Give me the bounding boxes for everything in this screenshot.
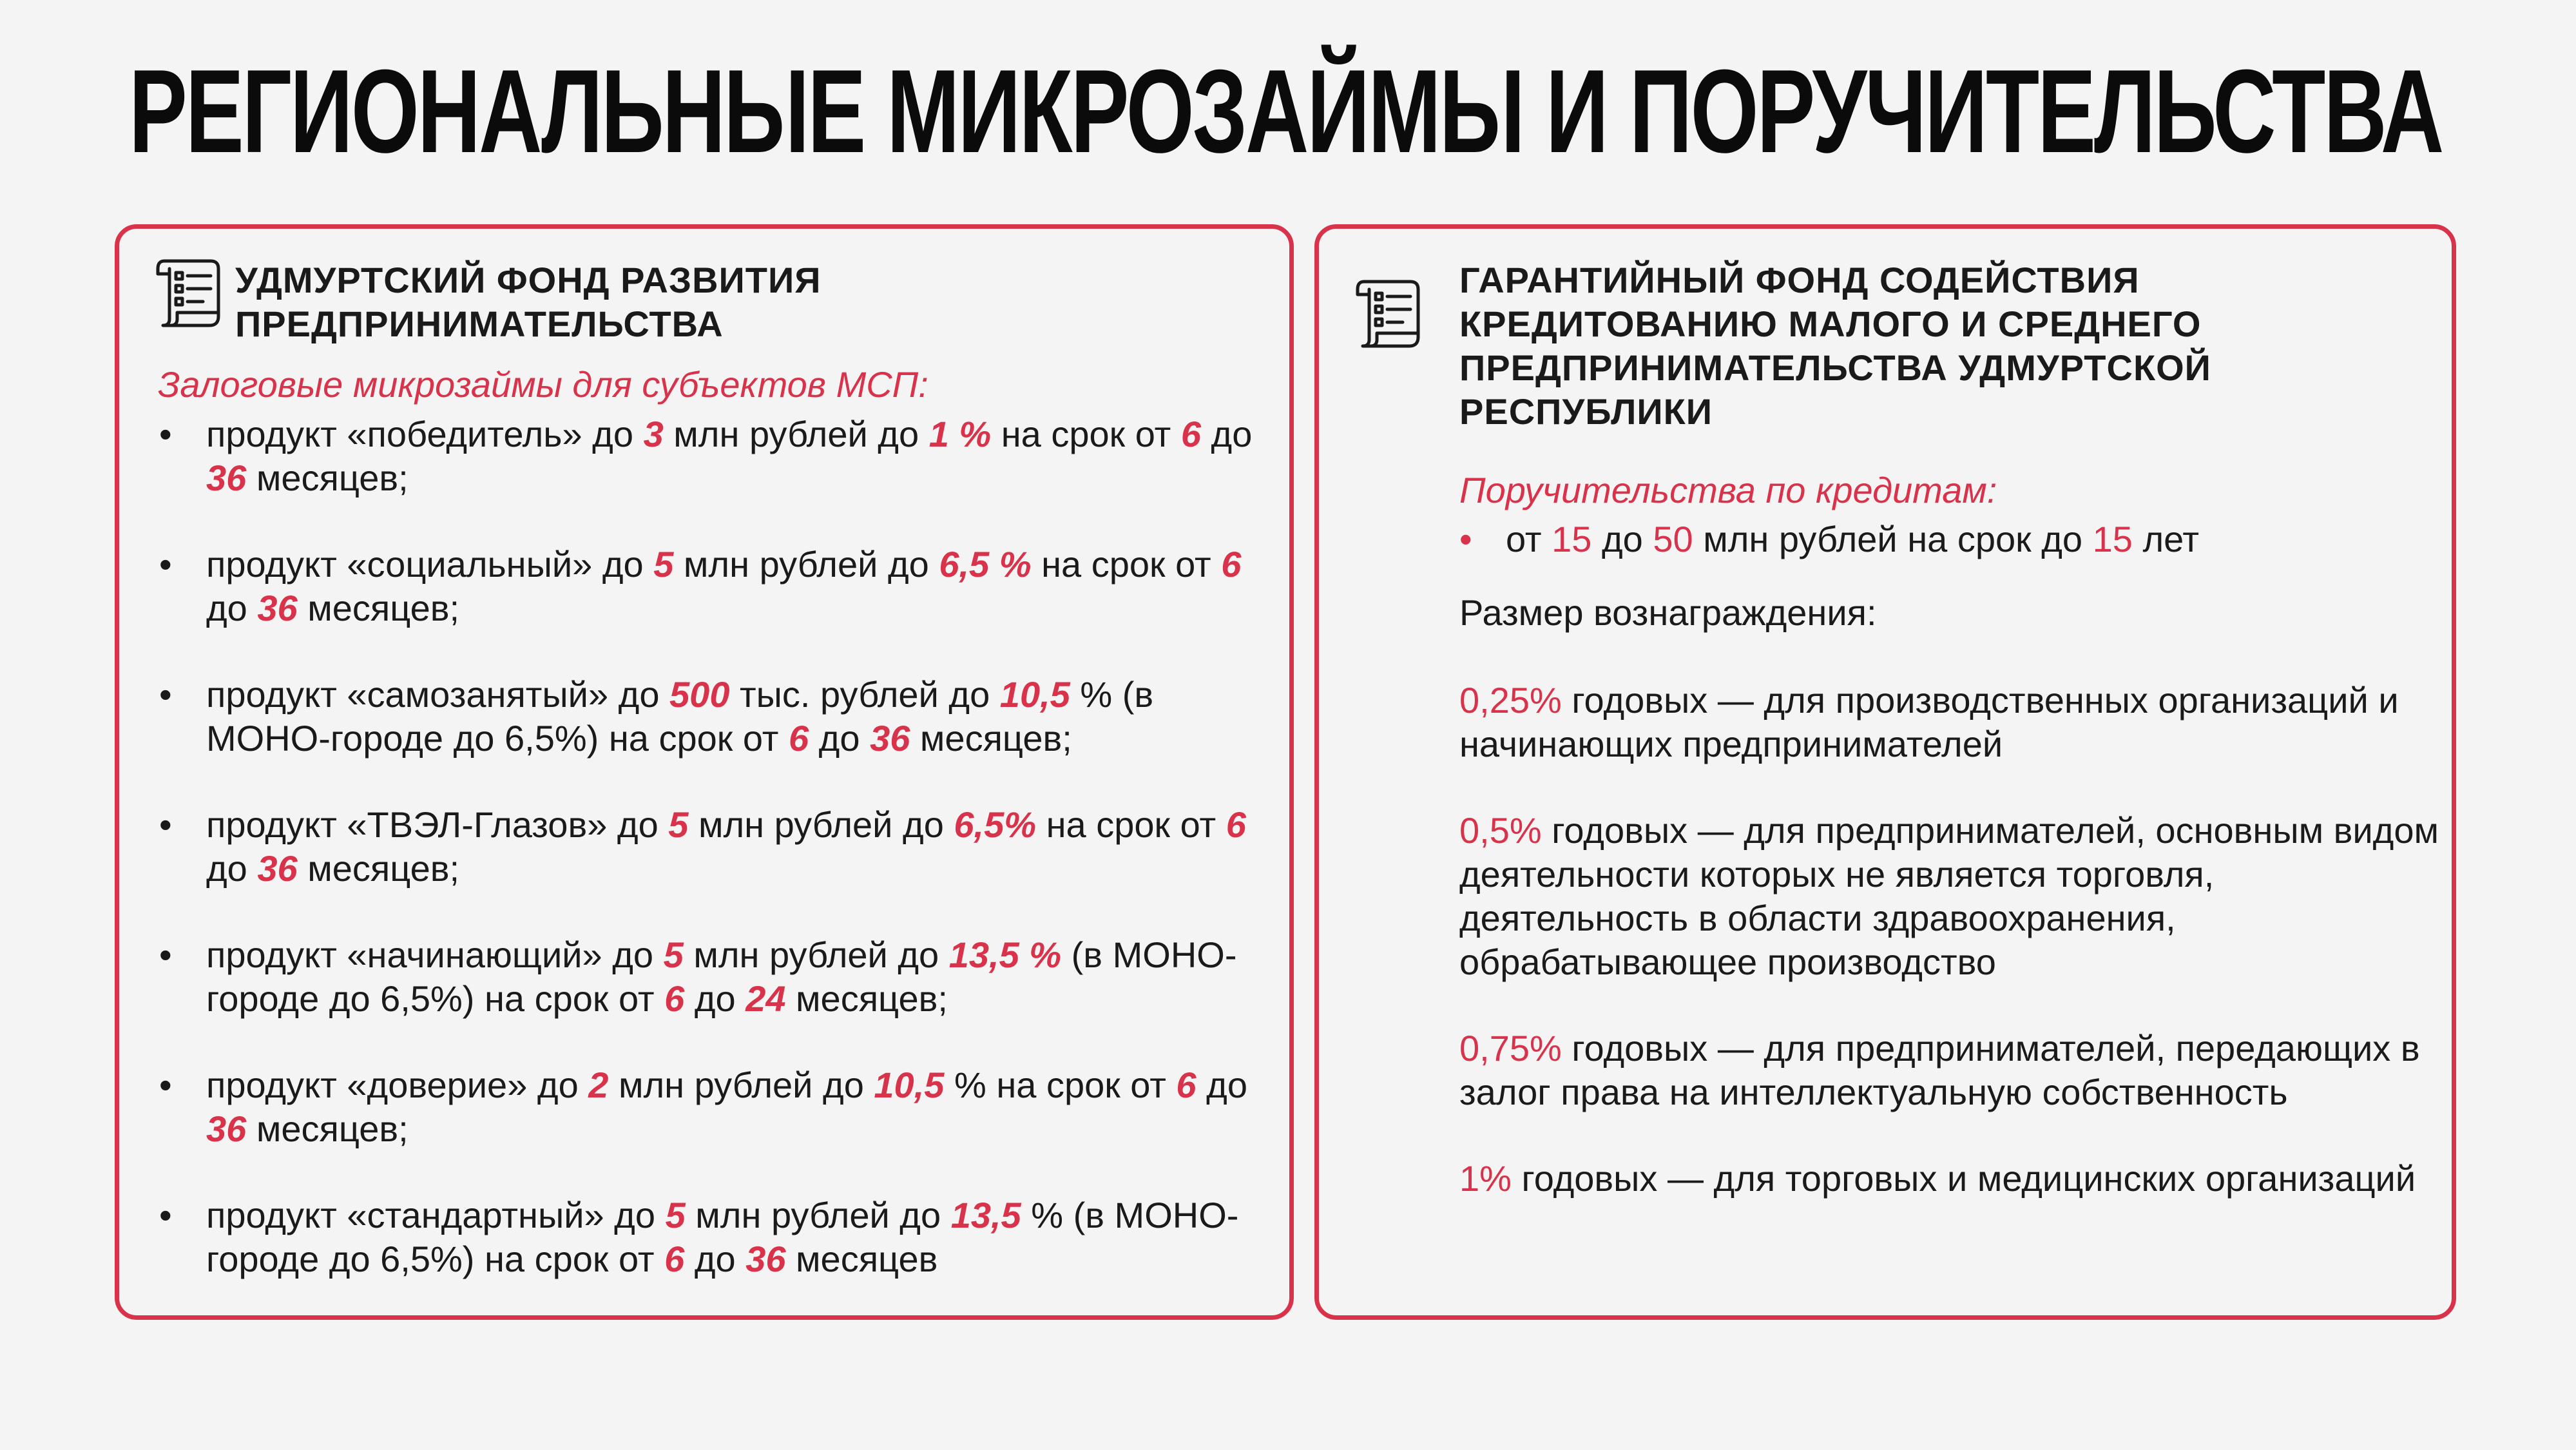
org-name: ГАРАНТИЙНЫЙ ФОНД СОДЕЙСТВИЯ КРЕДИТОВАНИЮ МАЛОГО И СРЕДНЕГО ПРЕДПРИНИМАТЕЛЬСТВА УДМУРТСКОЙ РЕСПУБЛИКИ [1459, 260, 2211, 432]
highlight-value: 10,5 [874, 1065, 945, 1105]
highlight-value: 36 [257, 588, 298, 628]
guarantee-fund-card [1314, 224, 2456, 1320]
text-segment: лет [2132, 519, 2200, 559]
rate-value: 0,25% [1459, 680, 1562, 720]
udmurt-development-fund-card [115, 224, 1294, 1320]
text-segment: млн рублей до [608, 1065, 874, 1105]
loan-product-item [158, 1194, 1266, 1281]
highlight-value: 50 [1653, 519, 1693, 559]
highlight-value: 6 [1221, 544, 1242, 585]
bullet: • [159, 414, 172, 454]
reward-rate-item [1459, 679, 2439, 766]
loan-product-item [158, 543, 1266, 630]
bullet: • [159, 674, 172, 715]
guarantee-list [1459, 517, 2199, 561]
text-segment: продукт «стандартный» до [206, 1195, 666, 1235]
text-segment: месяцев; [297, 848, 460, 889]
highlight-value: 36 [745, 1239, 786, 1279]
text-segment: продукт «начинающий» до [206, 934, 664, 975]
rate-description: годовых — для торговых и медицинских организаций [1511, 1158, 2416, 1199]
rate-value: 0,5% [1459, 810, 1542, 851]
loan-product-item [158, 803, 1266, 891]
highlight-value: 10,5 [999, 674, 1070, 715]
rate-description: годовых — для производственных организаций и начинающих предпринимателей [1459, 680, 2399, 764]
text-segment: до [206, 848, 258, 889]
text-segment: продукт «победитель» до [206, 414, 644, 454]
text-segment: тыс. рублей до [729, 674, 1000, 715]
highlight-value: 36 [870, 718, 910, 759]
loans-subheading: Залоговые микрозаймы для субъектов МСП: [158, 364, 928, 405]
text-segment: до [684, 978, 746, 1019]
bullet: • [159, 1195, 172, 1235]
text-segment: месяцев; [785, 978, 948, 1019]
rate-value: 0,75% [1459, 1028, 1562, 1068]
reward-rate-item [1459, 1157, 2439, 1201]
text-segment: до [1201, 414, 1253, 454]
text-segment: до [1591, 519, 1653, 559]
text-segment: (в МОНО-городе до 6,5%) на срок от [206, 934, 1237, 1019]
loan-product-item [158, 673, 1266, 760]
highlight-value: 5 [665, 1195, 686, 1235]
highlight-value: 3 [643, 414, 664, 454]
text-segment: месяцев; [910, 718, 1072, 759]
text-segment: млн рублей до [673, 544, 939, 585]
document-checklist-icon [151, 255, 227, 331]
highlight-value: 500 [669, 674, 730, 715]
document-checklist-icon [1351, 275, 1427, 351]
highlight-value: 6 [664, 978, 685, 1019]
highlight-value: 5 [668, 804, 689, 845]
highlight-value: 5 [663, 934, 684, 975]
text-segment: млн рублей до [685, 1195, 951, 1235]
text-segment: продукт «доверие» до [206, 1065, 589, 1105]
text-segment: месяцев [785, 1239, 938, 1279]
text-segment: продукт «социальный» до [206, 544, 654, 585]
loan-product-item [158, 412, 1266, 500]
highlight-value: 24 [745, 978, 786, 1019]
highlight-value: 1 % [928, 414, 992, 454]
highlight-value: 13,5 % [948, 934, 1062, 975]
bullet: • [159, 1065, 172, 1105]
guarantees-subheading: Поручительства по кредитам: [1459, 470, 1997, 510]
bullet: • [159, 934, 172, 975]
text-segment: до [206, 588, 258, 628]
reward-rates-list [1459, 679, 2439, 1243]
text-segment: до [1196, 1065, 1247, 1105]
highlight-value: 6 [1176, 1065, 1197, 1105]
highlight-value: 6,5 % [939, 544, 1032, 585]
highlight-value: 6 [788, 718, 809, 759]
bullet: • [1459, 519, 1472, 559]
text-segment: % (в МОНО-городе до 6,5%) на срок от [206, 674, 1154, 759]
text-segment: продукт «самозанятый» до [206, 674, 670, 715]
highlight-value: 13,5 [950, 1195, 1021, 1235]
text-segment: до [684, 1239, 746, 1279]
reward-rate-item [1459, 809, 2439, 984]
highlight-value: 6 [1180, 414, 1201, 454]
bullet: • [159, 804, 172, 845]
highlight-value: 2 [588, 1065, 609, 1105]
highlight-value: 36 [206, 458, 247, 498]
highlight-value: 36 [206, 1108, 247, 1149]
reward-rate-item [1459, 1027, 2439, 1114]
highlight-value: 15 [1552, 519, 1592, 559]
text-segment: от [1506, 519, 1552, 559]
text-segment: % (в МОНО-городе до 6,5%) на срок от [206, 1195, 1239, 1279]
highlight-value: 6,5% [954, 804, 1037, 845]
rate-description: годовых — для предпринимателей, передающих в залог права на интеллектуальную собственность [1459, 1028, 2420, 1112]
bullet: • [159, 544, 172, 585]
guarantee-text [1506, 519, 2199, 559]
text-segment: на срок от [1031, 544, 1222, 585]
rate-description: годовых — для предпринимателей, основным видом деятельности которых не является торговля, деятельность в области здравоохранения, обрабатывающее производство [1459, 810, 2439, 982]
page-title: РЕГИОНАЛЬНЫЕ МИКРОЗАЙМЫ И ПОРУЧИТЕЛЬСТВА [129, 44, 2443, 177]
text-segment: млн рублей до [663, 414, 929, 454]
rate-value: 1% [1459, 1158, 1512, 1199]
loan-products-list [158, 412, 1266, 1281]
text-segment: на срок от [991, 414, 1181, 454]
text-segment: млн рублей на срок до [1693, 519, 2093, 559]
org-name: УДМУРТСКИЙ ФОНД РАЗВИТИЯ ПРЕДПРИНИМАТЕЛЬСТВА [235, 260, 822, 344]
highlight-value: 15 [2092, 519, 2133, 559]
highlight-value: 6 [664, 1239, 685, 1279]
text-segment: млн рублей до [688, 804, 954, 845]
reward-title: Размер вознаграждения: [1459, 592, 1877, 633]
text-segment: млн рублей до [683, 934, 949, 975]
text-segment: до [809, 718, 870, 759]
loan-product-item [158, 933, 1266, 1021]
text-segment: месяцев; [246, 458, 409, 498]
loan-product-item [158, 1063, 1266, 1151]
guarantee-item [1459, 517, 2199, 561]
text-segment: на срок от [1036, 804, 1226, 845]
highlight-value: 5 [653, 544, 674, 585]
text-segment: продукт «ТВЭЛ-Глазов» до [206, 804, 669, 845]
highlight-value: 36 [257, 848, 298, 889]
text-segment: месяцев; [246, 1108, 409, 1149]
text-segment: % на срок от [944, 1065, 1177, 1105]
text-segment: месяцев; [297, 588, 460, 628]
highlight-value: 6 [1226, 804, 1246, 845]
